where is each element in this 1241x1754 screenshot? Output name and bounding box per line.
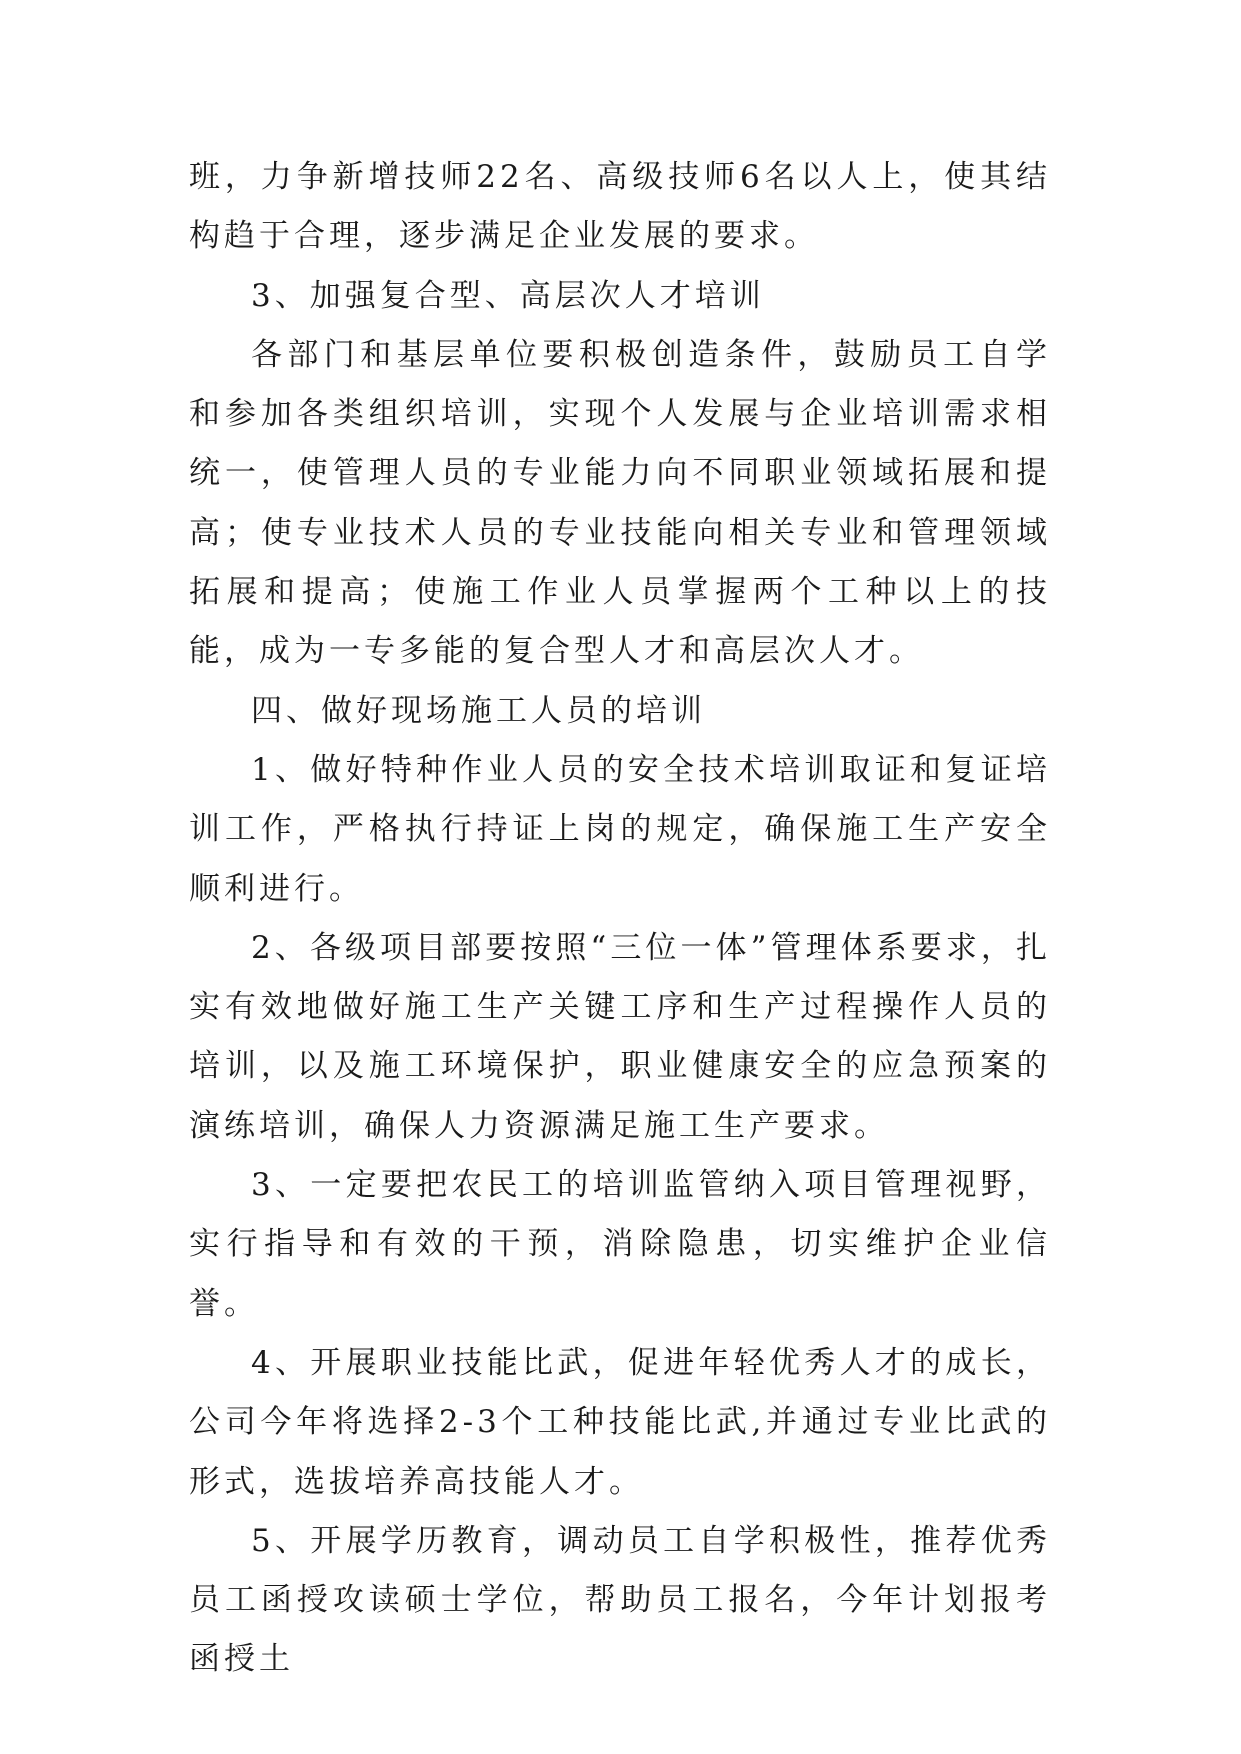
- paragraph-item-3: 3、一定要把农民工的培训监管纳入项目管理视野，实行指导和有效的干预，消除隐患，切实维护企业信誉。: [189, 1167, 1051, 1322]
- document-body: [189, 148, 1051, 1690]
- paragraph-item-1: 1、做好特种作业人员的安全技术培训取证和复证培训工作，严格执行持证上岗的规定，确保施工生产安全顺利进行。: [189, 751, 1051, 907]
- subheading-composite-talent-training: 3、加强复合型、高层次人才培训: [251, 277, 765, 314]
- paragraph-continuation: 班，力争新增技师22名、高级技师6名以人上，使其结构趋于合理，逐步满足企业发展的要求。: [189, 159, 1051, 255]
- paragraph-item-5: 5、开展学历教育，调动员工自学积极性，推荐优秀员工函授攻读硕士学位，帮助员工报名，今年计划报考函授土: [189, 1522, 1051, 1678]
- paragraph-item-2: 2、各级项目部要按照“三位一体”管理体系要求，扎实有效地做好施工生产关键工序和生产过程操作人员的培训，以及施工环境保护，职业健康安全的应急预案的演练培训，确保人力资源满足施工生产要求。: [189, 929, 1051, 1144]
- paragraph-composite-talent: 各部门和基层单位要积极创造条件，鼓励员工自学和参加各类组织培训，实现个人发展与企业培训需求相统一，使管理人员的专业能力向不同职业领域拓展和提高；使专业技术人员的专业技能向相关专业和管理领域拓展和提高；使施工作业人员掌握两个工种以上的技能，成为一专多能的复合型人才和高层次人才。: [189, 336, 1051, 670]
- paragraph-item-4: 4、开展职业技能比武，促进年轻优秀人才的成长，公司今年将选择2-3个工种技能比武,并通过专业比武的形式，选拔培养高技能人才。: [189, 1344, 1051, 1500]
- section-heading-site-training: 四、做好现场施工人员的培训: [251, 692, 706, 729]
